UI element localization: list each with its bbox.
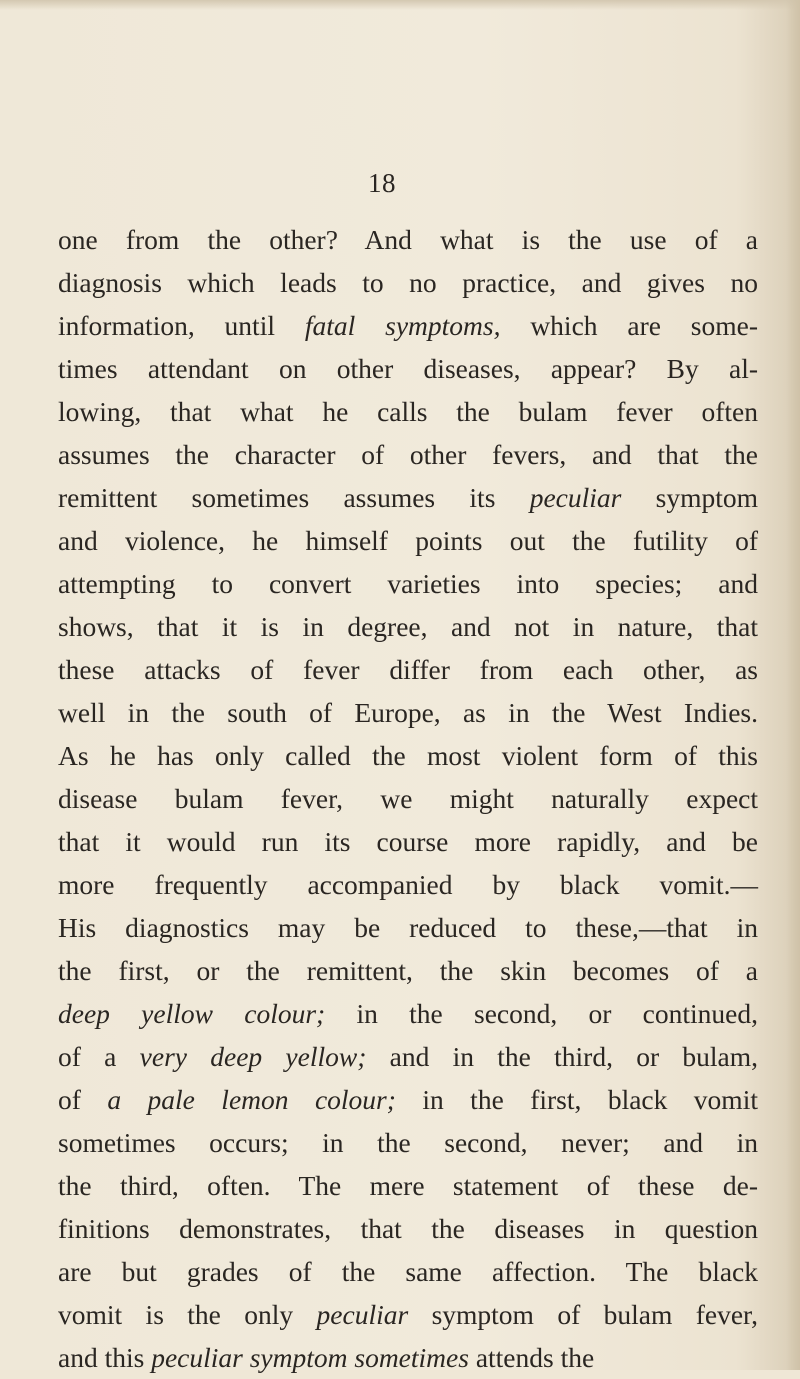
text-segment: remittent sometimes assumes its: [58, 482, 530, 513]
text-segment: these attacks of fever differ from each other, as: [58, 654, 758, 685]
text-segment: in the first, black vomit: [395, 1084, 758, 1115]
text-segment: symptom of bulam fever,: [408, 1299, 758, 1330]
text-line: [58, 734, 758, 777]
text-line: [58, 476, 758, 519]
italic-text: a pale lemon colour;: [107, 1084, 396, 1115]
text-line: [58, 390, 758, 433]
text-segment: As he has only called the most violent form of this: [58, 740, 758, 771]
text-segment: diagnosis which leads to no practice, and gives no: [58, 267, 758, 298]
text-line: [58, 605, 758, 648]
text-segment: His diagnostics may be reduced to these,—that in: [58, 912, 758, 943]
text-segment: attempting to convert varieties into species; and: [58, 568, 758, 599]
text-segment: information, until: [58, 310, 305, 341]
text-segment: more frequently accompanied by black vomit.—: [58, 869, 758, 900]
text-segment: and this: [58, 1342, 152, 1373]
text-line: [58, 1207, 758, 1250]
text-segment: the first, or the remittent, the skin becomes of a: [58, 955, 758, 986]
text-segment: in the second, or continued,: [325, 998, 759, 1029]
text-line: [58, 519, 758, 562]
text-line: [58, 648, 758, 691]
text-line: [58, 304, 758, 347]
text-segment: symptom: [621, 482, 759, 513]
text-line: [58, 1336, 758, 1379]
text-segment: and in the third, or bulam,: [366, 1041, 758, 1072]
text-segment: one from the other? And what is the use of a: [58, 224, 758, 255]
text-line: [58, 820, 758, 863]
text-segment: of a: [58, 1041, 140, 1072]
italic-text: peculiar: [529, 482, 622, 513]
text-segment: sometimes occurs; in the second, never; and in: [58, 1127, 758, 1158]
text-line: [58, 992, 758, 1035]
text-segment: times attendant on other diseases, appear? By al-: [58, 353, 758, 384]
text-line: [58, 1164, 758, 1207]
text-line: [58, 1078, 758, 1121]
italic-text: deep yellow colour;: [58, 998, 326, 1029]
text-segment: of: [58, 1084, 108, 1115]
text-line: [58, 949, 758, 992]
text-line: [58, 433, 758, 476]
italic-text: fatal symptoms,: [304, 310, 501, 341]
text-segment: are but grades of the same affection. The black: [58, 1256, 758, 1287]
text-line: [58, 1293, 758, 1336]
text-line: [58, 562, 758, 605]
text-line: [58, 1250, 758, 1293]
italic-text: peculiar symptom sometimes: [151, 1342, 469, 1373]
page-number: 18: [368, 168, 396, 198]
page-top-shadow: [0, 0, 800, 10]
text-segment: and violence, he himself points out the futility of: [58, 525, 758, 556]
text-segment: vomit is the only: [58, 1299, 317, 1330]
text-line: [58, 1121, 758, 1164]
text-segment: lowing, that what he calls the bulam fever often: [58, 396, 758, 427]
text-line: [58, 691, 758, 734]
text-line: [58, 906, 758, 949]
text-segment: well in the south of Europe, as in the West Indies.: [58, 697, 758, 728]
italic-text: peculiar: [316, 1299, 409, 1330]
body-text: [58, 218, 758, 1379]
text-line: [58, 1035, 758, 1078]
italic-text: very deep yellow;: [139, 1041, 367, 1072]
text-segment: assumes the character of other fevers, and that the: [58, 439, 758, 470]
text-line: [58, 863, 758, 906]
text-segment: shows, that it is in degree, and not in nature, that: [58, 611, 758, 642]
text-segment: disease bulam fever, we might naturally expect: [58, 783, 758, 814]
text-line: [58, 261, 758, 304]
text-segment: the third, often. The mere statement of these de-: [58, 1170, 758, 1201]
text-segment: that it would run its course more rapidly, and be: [58, 826, 758, 857]
text-segment: which are some-: [500, 310, 759, 341]
text-line: [58, 347, 758, 390]
text-line: [58, 777, 758, 820]
page-right-shadow: [786, 0, 800, 1370]
text-segment: finitions demonstrates, that the diseases in question: [58, 1213, 758, 1244]
text-segment: attends the: [468, 1342, 595, 1373]
text-line: [58, 218, 758, 261]
